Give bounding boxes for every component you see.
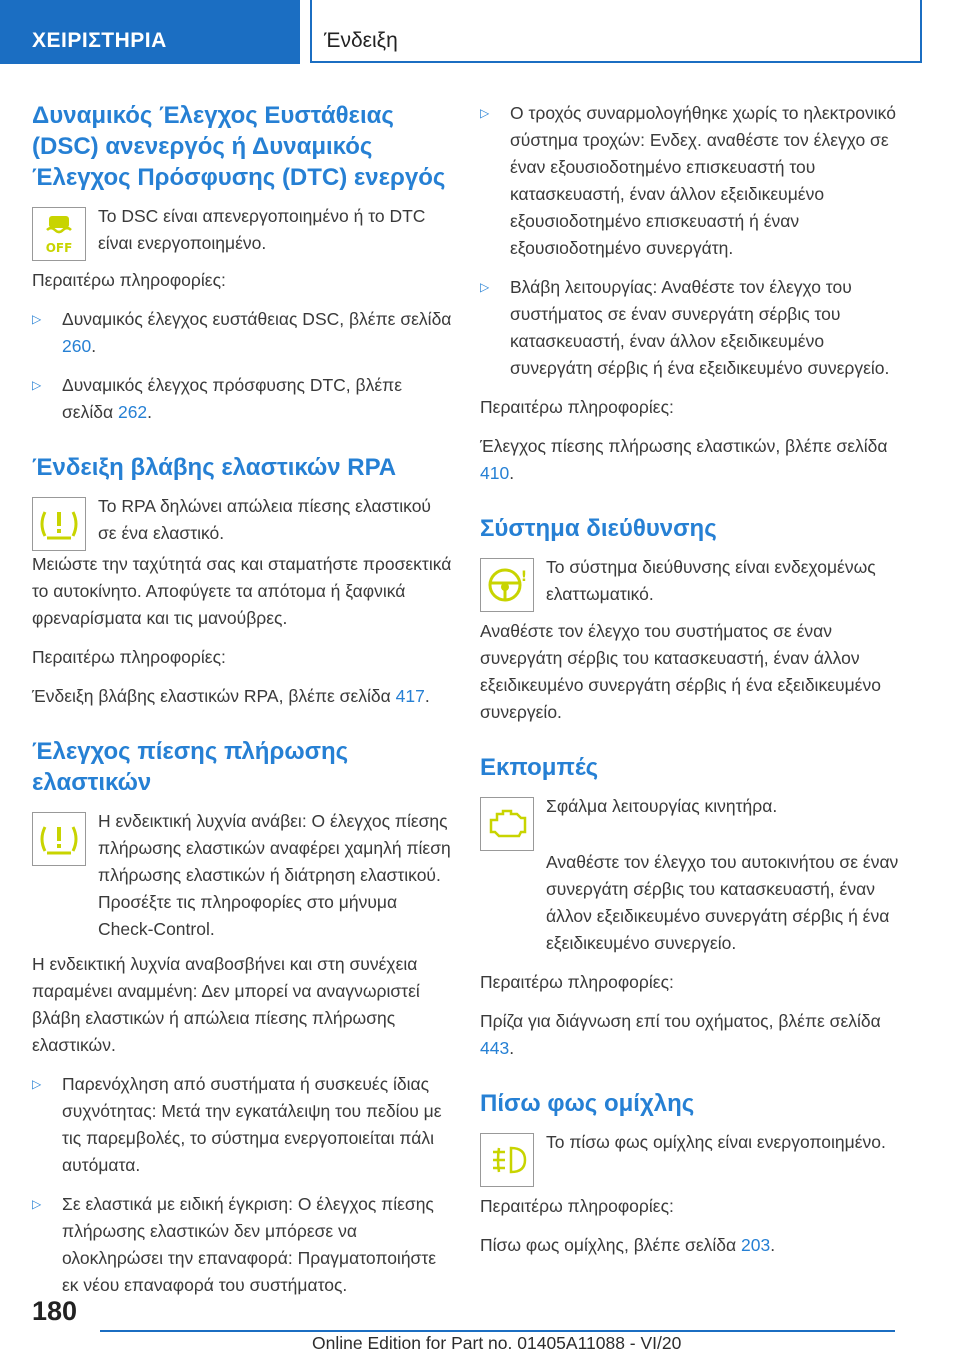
tire-pressure-icon	[32, 812, 86, 866]
page-link-443[interactable]: 443	[480, 1038, 510, 1058]
heading-steering: Σύστημα διεύθυνσης	[480, 515, 717, 542]
emissions-more-info: Περαιτέρω πληροφορίες:	[480, 972, 674, 992]
dsc-off-icon	[32, 207, 86, 261]
rpa-text-2: Μειώστε την ταχύτητά σας και σταματήστε προσεκτικά το αυτοκίνητο. Αποφύγετε τα απότομα ή ξαφνικά φρεναρίσματα και τις μανούβρες.	[32, 554, 452, 628]
triangle-bullet-icon: ▷	[32, 1077, 42, 1091]
triangle-bullet-icon: ▷	[480, 280, 490, 294]
dsc-more-info: Περαιτέρω πληροφορίες:	[32, 270, 226, 290]
rpa-more-info: Περαιτέρω πληροφορίες:	[32, 647, 226, 667]
steering-text-1: Το σύστημα διεύθυνσης είναι ενδεχομένως ελαττωματικό.	[546, 557, 876, 604]
emissions-text-2: Αναθέστε τον έλεγχο του αυτοκινήτου σε έναν συνεργάτη σέρβις του κατασκευαστή, έναν άλλον εξειδικευμένο συνεργάτη σέρβις ή ένα εξειδικευμένο συνεργείο.	[546, 852, 899, 953]
header-chapter-label: Ένδειξη	[324, 29, 398, 52]
heading-rpa: Ένδειξη βλάβης ελαστικών RPA	[32, 454, 397, 481]
triangle-bullet-icon: ▷	[32, 1197, 42, 1211]
tpm-text-1: Η ενδεικτική λυχνία ανάβει: Ο έλεγχος πίεσης πλήρωσης ελαστικών αναφέρει χαμηλή πίεση πλήρωσης ελαστικών ή διάτρηση ελαστικού. Προσέξτε τις πληροφορίες στο μήνυμα Check-Control.	[98, 811, 451, 939]
rpa-block	[32, 493, 452, 549]
page-number: 180	[32, 1296, 78, 1326]
emissions-block	[480, 793, 900, 849]
rear-fog-light-icon	[480, 1133, 534, 1187]
header-section-label: ΧΕΙΡΙΣΤΗΡΙΑ	[32, 29, 167, 52]
tpm-text-2: Η ενδεικτική λυχνία αναβοσβήνει και στη συνέχεια παραμένει αναμμένη: Δεν μπορεί να αναγνωριστεί βλάβη ελαστικών ή απώλεια πίεσης πλήρωσης ελαστικών.	[32, 954, 420, 1055]
page-link-417[interactable]: 417	[395, 686, 425, 706]
left-column	[32, 100, 452, 1311]
header-section-tab	[0, 0, 300, 64]
fog-reference: Πίσω φως ομίχλης, βλέπε σελίδα 203.	[480, 1235, 776, 1255]
dsc-bullet-1: ▷ Δυναμικός έλεγχος ευστάθειας DSC, βλέπε σελίδα 260.	[32, 306, 452, 360]
emissions-reference: Πρίζα για διάγνωση επί του οχήματος, βλέπε σελίδα 443.	[480, 1011, 881, 1058]
dsc-bullet-2: ▷ Δυναμικός έλεγχος πρόσφυσης DTC, βλέπε σελίδα 262.	[32, 372, 452, 426]
fog-text-1: Το πίσω φως ομίχλης είναι ενεργοποιημένο.	[546, 1132, 886, 1152]
svg-text:!: !	[520, 569, 528, 585]
fog-more-info: Περαιτέρω πληροφορίες:	[480, 1196, 674, 1216]
engine-check-icon	[480, 797, 534, 851]
triangle-bullet-icon: ▷	[32, 378, 42, 392]
tpm-more-info: Περαιτέρω πληροφορίες:	[480, 397, 674, 417]
triangle-bullet-icon: ▷	[480, 106, 490, 120]
footer-divider	[100, 1330, 895, 1332]
page-link-410[interactable]: 410	[480, 463, 510, 483]
dsc-text: Το DSC είναι απενεργοποιημένο ή το DTC είναι ενεργοποιημένο.	[98, 206, 426, 253]
page-link-203[interactable]: 203	[741, 1235, 771, 1255]
heading-tpm: Έλεγχος πίεσης πλήρωσης ελαστικών	[32, 738, 349, 796]
heading-emissions: Εκπομπές	[480, 754, 599, 781]
rpa-reference: Ένδειξη βλάβης ελαστικών RPA, βλέπε σελίδα 417.	[32, 686, 430, 706]
tpm-bullet-3: ▷ Ο τροχός συναρμολογήθηκε χωρίς το ηλεκτρονικό σύστημα τροχών: Ενδεχ. αναθέστε τον έλεγχο σε έναν εξουσιοδοτημένο επισκευαστή του κατασκευαστή, έναν άλλον εξειδικευμένο εξουσιοδοτημένο επισκευαστή ή έναν εξουσιοδοτημένο συνεργάτη.	[480, 100, 900, 262]
right-column	[480, 100, 900, 1271]
emissions-text-1: Σφάλμα λειτουργίας κινητήρα.	[546, 796, 778, 816]
steering-text-2: Αναθέστε τον έλεγχο του συστήματος σε έναν συνεργάτη σέρβις του κατασκευαστή, έναν άλλον εξειδικευμένο συνεργάτη σέρβις ή ένα εξειδικευμένο συνεργείο.	[480, 621, 881, 722]
heading-fog: Πίσω φως ομίχλης	[480, 1090, 695, 1117]
tpm-bullet-1: ▷ Παρενόχληση από συστήματα ή συσκευές ίδιας συχνότητας: Μετά την εγκατάλειψη του πεδίου με τις παρεμβολές, το σύστημα ενεργοποιείται πάλι αυτόματα.	[32, 1071, 452, 1179]
tpm-reference: Έλεγχος πίεσης πλήρωσης ελαστικών, βλέπε σελίδα 410.	[480, 436, 888, 483]
tpm-bullet-2: ▷ Σε ελαστικά με ειδική έγκριση: Ο έλεγχος πίεσης πλήρωσης ελαστικών δεν μπόρεσε να ολοκληρώσει την επαναφορά: Πραγματοποιήστε εκ νέου επαναφορά του συστήματος.	[32, 1191, 452, 1299]
steering-block	[480, 554, 900, 610]
tpm-block	[32, 808, 452, 943]
page-link-262[interactable]: 262	[117, 402, 148, 422]
page-link-260[interactable]: 260	[62, 336, 92, 356]
tire-warning-icon	[32, 497, 86, 551]
rpa-text-1: Το RPA δηλώνει απώλεια πίεσης ελαστικού σε ένα ελαστικό.	[98, 496, 431, 543]
dsc-block	[32, 203, 452, 259]
steering-wheel-warning-icon	[480, 558, 534, 612]
svg-text:OFF: OFF	[45, 241, 73, 255]
heading-dsc: Δυναμικός Έλεγχος Ευστάθειας (DSC) ανενεργός ή Δυναμικός Έλεγχος Πρόσφυσης (DTC) ενεργός	[32, 102, 446, 191]
header-chapter-tab	[310, 0, 922, 63]
tpm-bullet-4: ▷ Βλάβη λειτουργίας: Αναθέστε τον έλεγχο του συστήματος σε έναν συνεργάτη σέρβις του κατασκευαστή, έναν άλλον εξειδικευμένο συνεργάτη σέρβις ή ένα εξειδικευμένο συνεργείο.	[480, 274, 900, 382]
footer-edition: Online Edition for Part no. 01405A11088 - VI/20	[312, 1333, 682, 1353]
triangle-bullet-icon: ▷	[32, 312, 42, 326]
fog-block	[480, 1129, 900, 1185]
